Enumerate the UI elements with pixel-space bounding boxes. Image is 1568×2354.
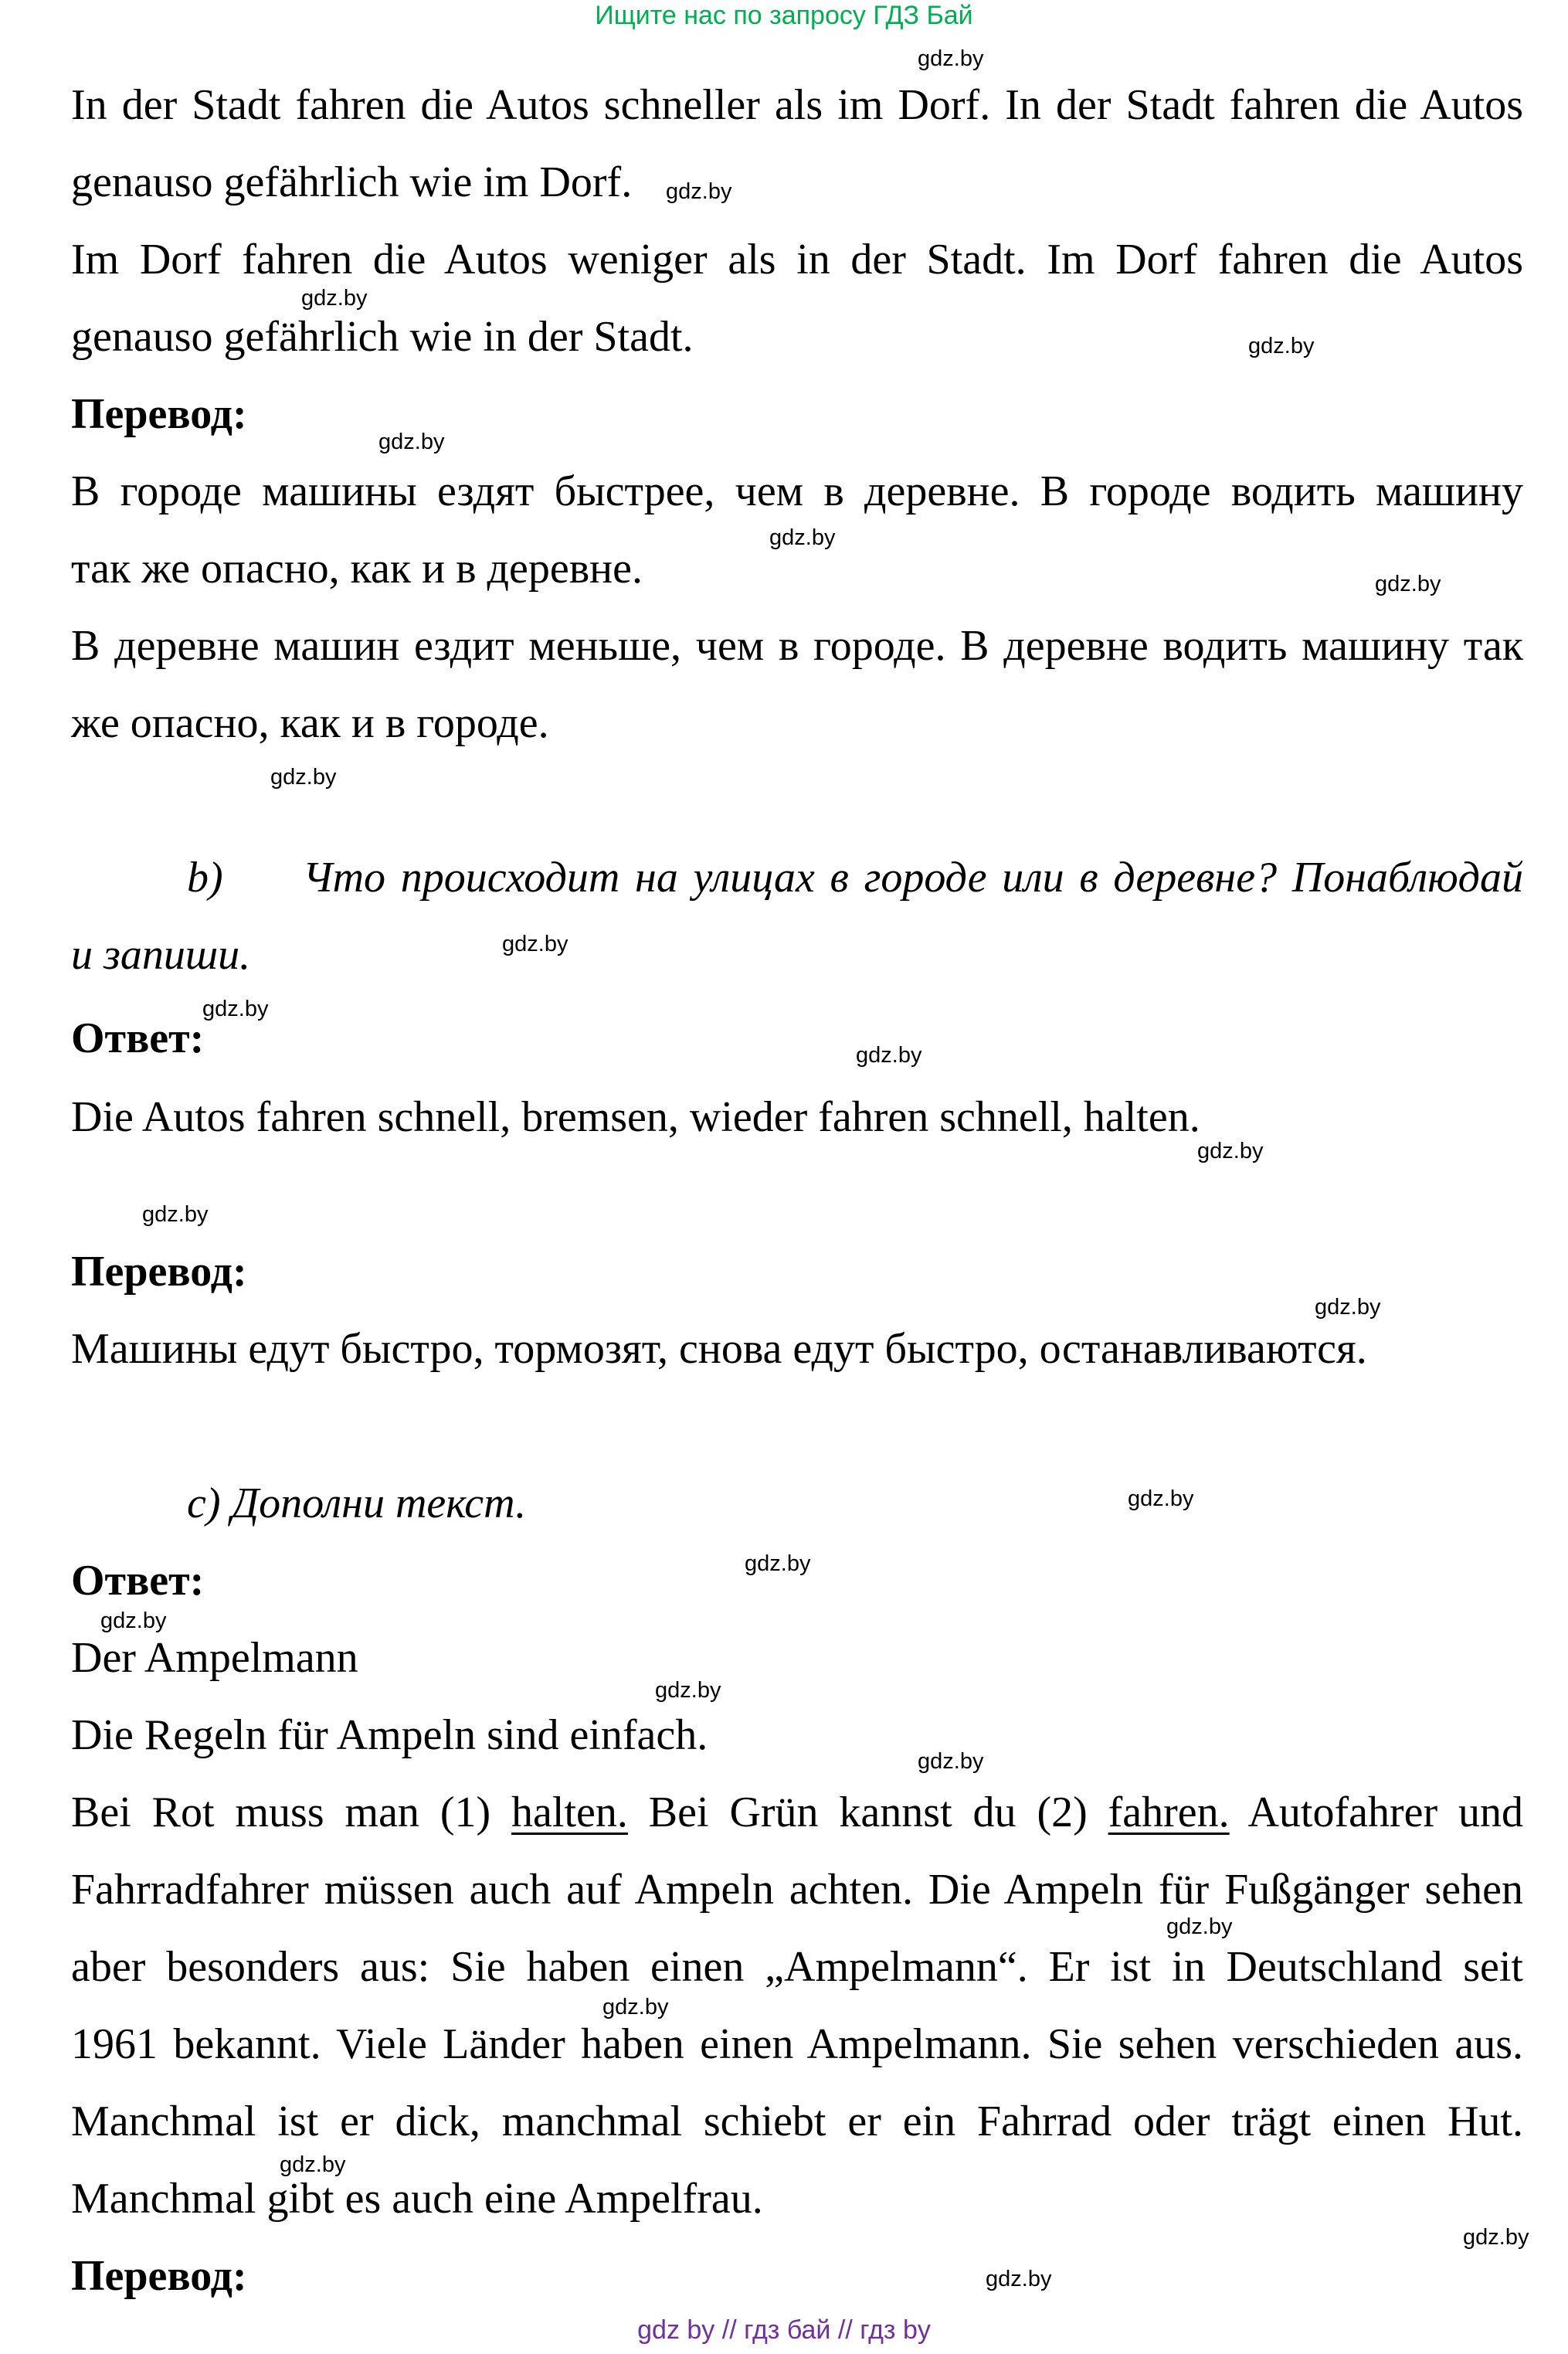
watermark: gdz.by <box>655 1678 721 1703</box>
text-segment: Autofahrer und <box>1247 1788 1524 1836</box>
watermark: gdz.by <box>918 46 984 71</box>
footer-banner: gdz by // гдз бай // гдз by <box>637 2315 931 2345</box>
task-b-label: b) <box>187 854 223 902</box>
answer-blank-2: fahren. <box>1108 1788 1230 1836</box>
text-line: Im Dorf fahren die Autos weniger als in der Stadt. Im Dorf fahren die Autos <box>71 236 1523 284</box>
watermark: gdz.by <box>1315 1295 1381 1320</box>
watermark: gdz.by <box>1375 572 1441 596</box>
text-line-fill-in <box>71 1774 1523 1851</box>
answer-text: Die Autos fahren schnell, bremsen, wieder fahren schnell, halten. <box>71 1093 1200 1141</box>
watermark: gdz.by <box>270 765 337 790</box>
watermark: gdz.by <box>280 2152 346 2177</box>
ampel-title: Der Ampelmann <box>71 1634 358 1682</box>
watermark: gdz.by <box>378 430 445 454</box>
text-segment: Bei Rot muss man (1) <box>71 1788 491 1836</box>
translation-text: Машины едут быстро, тормозят, снова едут быстро, останавливаются. <box>71 1325 1367 1373</box>
task-b-text-cont: и запиши. <box>71 931 251 979</box>
watermark: gdz.by <box>1128 1486 1194 1511</box>
watermark: gdz.by <box>502 932 568 956</box>
text-line: же опасно, как и в городе. <box>71 699 549 747</box>
watermark: gdz.by <box>666 179 732 204</box>
task-c-text: c) Дополни текст. <box>187 1479 527 1527</box>
translation-heading: Перевод: <box>71 1248 247 1296</box>
text-line: В деревне машин ездит меньше, чем в городе. В деревне водить машину так <box>71 622 1523 670</box>
watermark: gdz.by <box>301 286 368 311</box>
text-line: 1961 bekannt. Viele Länder haben einen Ampelmann. Sie sehen verschieden aus. <box>71 2020 1523 2068</box>
text-line: так же опасно, как и в деревне. <box>71 545 643 593</box>
watermark: gdz.by <box>769 525 836 550</box>
watermark: gdz.by <box>986 2267 1052 2291</box>
top-banner: Ищите нас по запросу ГДЗ Бай <box>595 1 973 30</box>
watermark: gdz.by <box>918 1749 984 1774</box>
watermark: gdz.by <box>1463 2225 1529 2250</box>
text-line: Manchmal gibt es auch eine Ampelfrau. <box>71 2175 763 2223</box>
watermark: gdz.by <box>1248 334 1315 358</box>
answer-heading: Ответ: <box>71 1014 205 1062</box>
text-line: Fahrradfahrer müssen auch auf Ampeln achten. Die Ampeln für Fußgänger sehen <box>71 1866 1523 1914</box>
watermark: gdz.by <box>1197 1139 1264 1163</box>
task-b-text: Что происходит на улицах в городе или в деревне? Понаблюдай <box>303 854 1523 902</box>
watermark: gdz.by <box>100 1608 167 1633</box>
text-line: В городе машины ездят быстрее, чем в деревне. В городе водить машину <box>71 467 1523 515</box>
watermark: gdz.by <box>745 1551 811 1576</box>
answer-blank-1: halten. <box>511 1788 628 1836</box>
text-line: aber besonders aus: Sie haben einen „Ampelmann“. Er ist in Deutschland seit <box>71 1943 1523 1991</box>
text-line: In der Stadt fahren die Autos schneller als im Dorf. In der Stadt fahren die Autos <box>71 81 1523 129</box>
watermark: gdz.by <box>856 1043 922 1068</box>
text-segment: Bei Grün kannst du (2) <box>648 1788 1088 1836</box>
text-line: genauso gefährlich wie im Dorf. <box>71 158 633 206</box>
watermark: gdz.by <box>142 1202 209 1227</box>
answer-heading: Ответ: <box>71 1557 205 1605</box>
translation-heading: Перевод: <box>71 2252 247 2300</box>
watermark: gdz.by <box>602 1995 669 2019</box>
text-line: Die Regeln für Ampeln sind einfach. <box>71 1711 708 1759</box>
watermark: gdz.by <box>202 997 269 1021</box>
text-line: genauso gefährlich wie in der Stadt. <box>71 313 694 361</box>
translation-heading: Перевод: <box>71 390 247 438</box>
text-line: Manchmal ist er dick, manchmal schiebt er ein Fahrrad oder trägt einen Hut. <box>71 2098 1523 2145</box>
watermark: gdz.by <box>1166 1914 1233 1939</box>
